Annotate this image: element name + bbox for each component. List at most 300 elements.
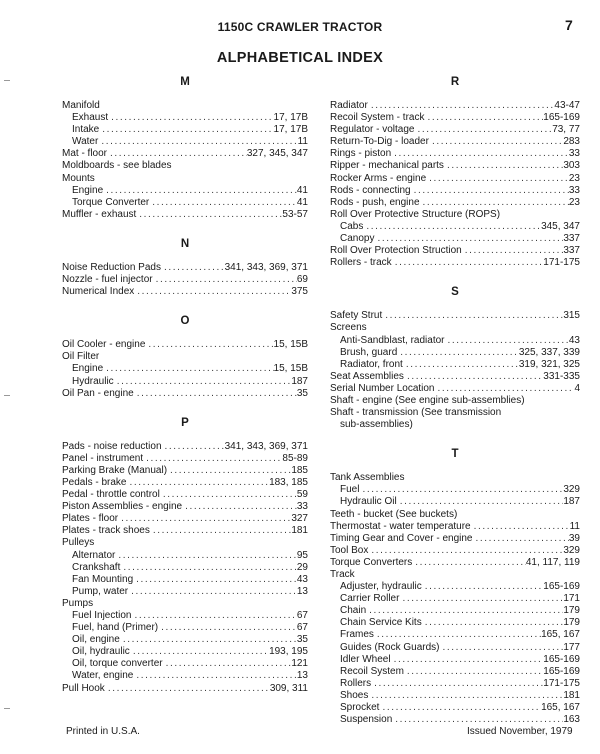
index-entry xyxy=(62,376,308,388)
section-letter: M xyxy=(180,76,190,88)
entry-name: Exhaust xyxy=(72,112,109,124)
entry-pages: 177 xyxy=(563,641,580,653)
entry-pages: 185 xyxy=(291,464,308,476)
index-entry xyxy=(62,363,308,375)
entry-pages: 165-169 xyxy=(543,112,580,124)
entry-name: Piston Assemblies - engine xyxy=(62,501,183,513)
entry-name: Ripper - mechanical parts xyxy=(330,160,444,172)
entry-pages: 327 xyxy=(291,513,308,525)
entry-pages: 121 xyxy=(291,658,308,670)
dot-leader xyxy=(115,550,297,562)
entry-pages: 67 xyxy=(296,610,308,621)
entry-name: Guides (Rock Guards) xyxy=(340,641,440,653)
dot-leader xyxy=(161,262,225,274)
section-letter: R xyxy=(450,76,460,88)
entry-name: Mat - floor xyxy=(62,148,108,160)
index-entry xyxy=(62,465,308,477)
entry-pages: 171-175 xyxy=(543,677,580,689)
entry-name: Chain xyxy=(340,605,367,617)
index-title: ALPHABETICAL INDEX xyxy=(216,50,384,66)
entry-pages: 309, 311 xyxy=(269,682,308,694)
entry-name: Tool Box xyxy=(330,544,369,556)
entry-pages: 15, 15B xyxy=(273,363,308,375)
index-entry xyxy=(62,550,308,562)
entry-pages: 13 xyxy=(296,670,308,682)
dot-leader xyxy=(462,245,564,257)
entry-pages: 43 xyxy=(296,573,308,585)
dot-leader xyxy=(366,605,563,617)
entry-name: Hydraulic Oil xyxy=(340,496,397,508)
index-entry xyxy=(330,221,580,233)
dot-leader xyxy=(422,581,544,593)
index-entry xyxy=(62,501,308,513)
footer-printed: Printed in U.S.A. xyxy=(66,726,140,737)
index-entry xyxy=(62,598,308,610)
right-index-column xyxy=(330,72,580,726)
dot-leader xyxy=(150,525,292,537)
entry-pages: 165-169 xyxy=(543,665,580,677)
entry-pages: 283 xyxy=(563,136,580,148)
entry-name: Oil, engine xyxy=(72,634,120,646)
entry-pages: 33 xyxy=(568,184,580,196)
index-entry xyxy=(62,441,308,453)
index-entry xyxy=(62,453,308,465)
dot-leader xyxy=(359,484,563,496)
entry-name: Fuel, hand (Primer) xyxy=(72,622,159,634)
dot-leader xyxy=(149,197,297,209)
entry-name: Oil Pan - engine xyxy=(62,387,134,399)
dot-leader xyxy=(160,489,297,501)
entry-name: Manifold xyxy=(62,100,100,111)
index-entry xyxy=(330,509,580,521)
entry-name: Thermostat - water temperature xyxy=(330,520,471,532)
entry-pages: 59 xyxy=(296,489,308,501)
entry-name: Rings - piston xyxy=(330,148,392,160)
entry-name: Oil Filter xyxy=(62,351,100,363)
entry-pages: 17, 17B xyxy=(273,112,308,124)
entry-pages: 319, 321, 325 xyxy=(518,358,580,370)
section-gap xyxy=(62,221,308,234)
entry-name: Nozzle - fuel injector xyxy=(62,274,153,286)
index-entry xyxy=(330,257,580,269)
section-letter: N xyxy=(180,237,190,250)
entry-name: Serial Number Location xyxy=(330,382,435,394)
index-entry xyxy=(62,185,308,197)
index-entry xyxy=(330,629,580,641)
dot-leader xyxy=(424,112,543,124)
dot-leader xyxy=(374,233,563,245)
entry-pages: 165-169 xyxy=(543,653,580,665)
entry-pages: 67 xyxy=(296,622,308,634)
dot-leader xyxy=(120,634,297,646)
index-entry xyxy=(330,533,580,545)
entry-name: Hydraulic xyxy=(72,375,114,387)
section-gap xyxy=(62,298,308,311)
dot-leader xyxy=(153,274,297,286)
entry-pages: 337 xyxy=(563,245,580,257)
index-entry xyxy=(330,173,580,185)
entry-name: Chain Service Kits xyxy=(340,617,422,629)
entry-name: Water, engine xyxy=(72,670,134,682)
dot-leader xyxy=(435,383,575,395)
entry-name: Anti-Sandblast, radiator xyxy=(340,334,445,346)
section-gap xyxy=(330,269,580,282)
entry-pages: 341, 343, 369, 371 xyxy=(224,440,308,452)
dot-leader xyxy=(145,339,273,351)
dot-leader xyxy=(368,690,563,702)
index-entry xyxy=(62,477,308,489)
entry-name: Pedal - throttle control xyxy=(62,489,160,501)
entry-pages: 43-47 xyxy=(554,100,580,111)
dot-leader xyxy=(143,453,282,465)
entry-name: Pedals - brake xyxy=(62,476,127,488)
entry-name: Frames xyxy=(340,629,374,641)
entry-name: Oil Cooler - engine xyxy=(62,339,146,351)
footer-issued: Issued November, 1979 xyxy=(467,726,573,737)
dot-leader xyxy=(368,545,563,557)
index-entry xyxy=(330,112,580,124)
entry-pages: 315 xyxy=(563,310,580,322)
index-entry xyxy=(330,654,580,666)
entry-pages: 11 xyxy=(569,520,580,532)
entry-name: Noise Reduction Pads xyxy=(62,261,161,273)
entry-name: Pull Hook xyxy=(62,682,105,694)
dot-leader xyxy=(103,185,297,197)
dot-leader xyxy=(182,501,297,513)
header-title: 1150C CRAWLER TRACTOR xyxy=(217,20,383,34)
dot-leader xyxy=(107,148,247,160)
index-entry xyxy=(330,690,580,702)
margin-mark xyxy=(4,80,10,81)
dot-leader xyxy=(379,702,541,714)
index-entry xyxy=(330,605,580,617)
dot-leader xyxy=(391,654,544,666)
index-entry xyxy=(62,537,308,549)
entry-pages: 165, 167 xyxy=(541,702,580,714)
entry-name: Recoil System xyxy=(340,665,404,677)
entry-pages: 327, 345, 347 xyxy=(246,148,308,160)
entry-name: Roll Over Protective Structure (ROPS) xyxy=(330,208,501,220)
dot-leader xyxy=(131,610,296,622)
entry-name: Water xyxy=(72,136,99,148)
index-entry xyxy=(62,124,308,136)
dot-leader xyxy=(415,124,553,136)
dot-leader xyxy=(98,136,297,148)
index-entry xyxy=(330,581,580,593)
index-entry xyxy=(62,209,308,221)
index-entry xyxy=(62,148,308,160)
entry-name: Roll Over Protection Struction xyxy=(330,245,462,257)
dot-leader xyxy=(411,185,569,197)
dot-leader xyxy=(368,100,555,112)
dot-leader xyxy=(472,533,568,545)
dot-leader xyxy=(392,714,563,726)
entry-name: Radiator, front xyxy=(340,358,403,370)
index-entry xyxy=(330,484,580,496)
entry-name: Plates - track shoes xyxy=(62,525,150,537)
index-entry xyxy=(330,545,580,557)
index-entry xyxy=(330,100,580,112)
entry-name: Timing Gear and Cover - engine xyxy=(330,532,473,544)
index-entry xyxy=(330,322,580,334)
dot-leader xyxy=(404,371,543,383)
index-entry xyxy=(62,574,308,586)
dot-leader xyxy=(134,388,297,400)
index-entry xyxy=(330,185,580,197)
index-entry xyxy=(330,678,580,690)
index-entry xyxy=(330,419,580,431)
entry-pages: 17, 17B xyxy=(273,124,308,136)
dot-leader xyxy=(126,477,269,489)
index-entry xyxy=(330,666,580,678)
section-letter: T xyxy=(451,448,459,461)
entry-name: Rods - connecting xyxy=(330,184,411,196)
index-entry xyxy=(62,658,308,670)
index-entry xyxy=(62,388,308,400)
entry-pages: 23 xyxy=(568,196,580,208)
index-entry xyxy=(62,670,308,682)
entry-pages: 35 xyxy=(296,387,308,399)
entry-name: Mounts xyxy=(62,172,95,184)
entry-pages: 193, 195 xyxy=(269,646,308,658)
entry-pages: 41, 117, 119 xyxy=(525,556,580,568)
dot-leader xyxy=(136,209,282,221)
dot-leader xyxy=(99,124,273,136)
entry-pages: 43 xyxy=(568,334,580,346)
dot-leader xyxy=(403,359,519,371)
dot-leader xyxy=(133,670,297,682)
dot-leader xyxy=(422,617,564,629)
entry-pages: 179 xyxy=(563,605,580,617)
entry-pages: 23 xyxy=(568,172,580,184)
entry-name: Oil, hydraulic xyxy=(72,646,130,658)
index-entry xyxy=(330,310,580,322)
entry-pages: 329 xyxy=(563,544,580,556)
dot-leader xyxy=(162,441,225,453)
entry-name: Pulleys xyxy=(62,537,95,549)
index-entry xyxy=(330,233,580,245)
index-entry xyxy=(62,100,308,112)
index-entry xyxy=(330,148,580,160)
entry-pages: 329 xyxy=(563,484,580,496)
dot-leader xyxy=(429,136,563,148)
index-entry xyxy=(62,610,308,622)
entry-pages: 171-175 xyxy=(543,257,580,269)
index-entry xyxy=(62,646,308,658)
entry-name: Engine xyxy=(72,184,104,196)
entry-name: Pumps xyxy=(62,597,94,609)
dot-leader xyxy=(371,678,543,690)
entry-name: Suspension xyxy=(340,714,393,726)
entry-pages: 53-57 xyxy=(282,208,308,220)
entry-name: Sprocket xyxy=(340,702,380,714)
index-entry xyxy=(62,634,308,646)
index-entry xyxy=(330,136,580,148)
index-entry xyxy=(330,124,580,136)
entry-pages: 33 xyxy=(568,148,580,160)
index-entry xyxy=(330,702,580,714)
entry-pages: 187 xyxy=(291,375,308,387)
index-entry xyxy=(330,593,580,605)
dot-leader xyxy=(118,513,291,525)
index-entry xyxy=(330,245,580,257)
dot-leader xyxy=(105,683,270,695)
entry-name: Brush, guard xyxy=(340,346,398,358)
entry-name: Panel - instrument xyxy=(62,452,144,464)
entry-pages: 165, 167 xyxy=(541,629,580,641)
entry-pages: 95 xyxy=(296,549,308,561)
margin-mark xyxy=(4,708,10,709)
index-entry xyxy=(330,714,580,726)
index-entry xyxy=(330,617,580,629)
dot-leader xyxy=(128,586,297,598)
index-entry xyxy=(330,569,580,581)
entry-pages: 325, 337, 339 xyxy=(518,346,580,358)
entry-name: Track xyxy=(330,569,355,580)
dot-leader xyxy=(114,376,292,388)
index-entry xyxy=(330,407,580,419)
entry-pages: 85-89 xyxy=(282,452,308,464)
entry-pages: 41 xyxy=(296,184,308,196)
index-entry xyxy=(62,489,308,501)
entry-pages: 11 xyxy=(297,136,308,148)
dot-leader xyxy=(426,173,569,185)
index-entry xyxy=(330,642,580,654)
dot-leader xyxy=(374,629,541,641)
entry-name: Fuel Injection xyxy=(72,610,132,621)
entry-name: Cabs xyxy=(340,220,364,232)
margin-mark xyxy=(4,395,10,396)
entry-name: Return-To-Dig - loader xyxy=(330,136,429,148)
entry-name: Tank Assemblies xyxy=(330,472,405,484)
entry-name: Crankshaft xyxy=(72,561,121,573)
dot-leader xyxy=(120,562,297,574)
dot-leader xyxy=(133,574,297,586)
dot-leader xyxy=(439,642,563,654)
entry-pages: 187 xyxy=(563,496,580,508)
index-entry xyxy=(62,351,308,363)
index-entry xyxy=(62,286,308,298)
entry-pages: 41 xyxy=(296,196,308,208)
index-entry xyxy=(62,562,308,574)
entry-name: Rods - push, engine xyxy=(330,196,420,208)
page-number: 7 xyxy=(565,17,573,33)
entry-name: Safety Strut xyxy=(330,310,383,322)
dot-leader xyxy=(471,521,570,533)
entry-name: Idler Wheel xyxy=(340,653,391,665)
entry-name: Fuel xyxy=(340,484,360,496)
dot-leader xyxy=(103,363,273,375)
entry-name: Fan Mounting xyxy=(72,573,134,585)
dot-leader xyxy=(134,286,291,298)
entry-name: Oil, torque converter xyxy=(72,658,163,670)
dot-leader xyxy=(399,593,563,605)
index-entry xyxy=(330,209,580,221)
dot-leader xyxy=(391,148,569,160)
entry-pages: 4 xyxy=(574,382,580,394)
dot-leader xyxy=(445,335,569,347)
entry-pages: 163 xyxy=(563,714,580,726)
index-entry xyxy=(330,472,580,484)
entry-pages: 73, 77 xyxy=(552,124,580,136)
dot-leader xyxy=(397,496,564,508)
index-entry xyxy=(330,335,580,347)
index-entry xyxy=(62,160,308,172)
entry-name: Seat Assemblies xyxy=(330,370,404,382)
dot-leader xyxy=(167,465,291,477)
entry-pages: 165-169 xyxy=(543,581,580,593)
entry-name: Rollers - track xyxy=(330,257,392,269)
index-entry xyxy=(62,197,308,209)
entry-name: Alternator xyxy=(72,549,116,561)
entry-name: Plates - floor xyxy=(62,513,119,525)
index-entry xyxy=(62,586,308,598)
entry-pages: 15, 15B xyxy=(273,339,308,351)
index-entry xyxy=(330,496,580,508)
entry-name: Screens xyxy=(330,322,367,334)
entry-pages: 179 xyxy=(563,617,580,629)
entry-name: Radiator xyxy=(330,100,368,111)
entry-pages: 181 xyxy=(291,525,308,537)
entry-name: Muffler - exhaust xyxy=(62,208,137,220)
dot-leader xyxy=(412,557,526,569)
entry-name: Numerical Index xyxy=(62,286,135,298)
entry-pages: 29 xyxy=(296,561,308,573)
entry-pages: 375 xyxy=(291,286,308,298)
dot-leader xyxy=(130,646,269,658)
section-letter: S xyxy=(451,286,459,299)
entry-pages: 33 xyxy=(296,501,308,513)
entry-pages: 183, 185 xyxy=(269,476,308,488)
entry-pages: 35 xyxy=(296,634,308,646)
entry-pages: 171 xyxy=(563,593,580,605)
entry-name: Adjuster, hydraulic xyxy=(340,581,422,593)
dot-leader xyxy=(158,622,297,634)
entry-name: Shaft - engine (See engine sub-assemblies) xyxy=(330,394,525,406)
dot-leader xyxy=(108,112,273,124)
dot-leader xyxy=(420,197,569,209)
index-entry xyxy=(62,262,308,274)
index-entry xyxy=(330,395,580,407)
entry-pages: 181 xyxy=(563,689,580,701)
index-entry xyxy=(330,383,580,395)
entry-name: Recoil System - track xyxy=(330,112,425,124)
entry-pages: 69 xyxy=(296,274,308,286)
index-entry xyxy=(330,359,580,371)
entry-name: Intake xyxy=(72,124,100,136)
entry-name: Rollers xyxy=(340,677,372,689)
index-entry xyxy=(330,371,580,383)
entry-name: Pads - noise reduction xyxy=(62,440,162,452)
entry-name: Parking Brake (Manual) xyxy=(62,464,168,476)
entry-name: Engine xyxy=(72,363,104,375)
entry-pages: 337 xyxy=(563,233,580,245)
entry-name: Shaft - transmission (See transmission xyxy=(330,407,502,419)
entry-name: Shoes xyxy=(340,689,369,701)
entry-name: Moldboards - see blades xyxy=(62,160,172,172)
dot-leader xyxy=(444,160,563,172)
entry-name: Carrier Roller xyxy=(340,593,400,605)
dot-leader xyxy=(382,310,563,322)
entry-name: Torque Converter xyxy=(72,196,150,208)
index-entry xyxy=(330,197,580,209)
entry-name: Pump, water xyxy=(72,585,129,597)
index-entry xyxy=(62,683,308,695)
dot-leader xyxy=(404,666,543,678)
entry-pages: 331-335 xyxy=(543,370,580,382)
index-entry xyxy=(62,513,308,525)
entry-pages: 39 xyxy=(568,532,580,544)
